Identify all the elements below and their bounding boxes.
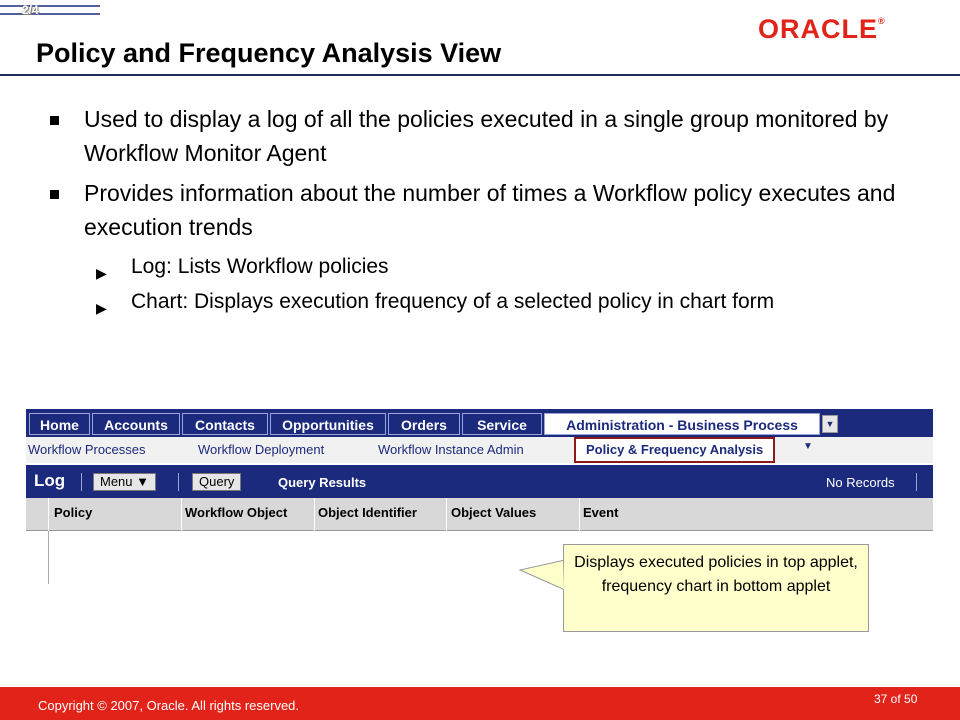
sub-bullet-text: Log: Lists Workflow policies	[131, 255, 389, 278]
sub-bullet-text: Chart: Displays execution frequency of a selected policy in chart form	[131, 290, 775, 313]
title-divider	[0, 74, 960, 76]
screen-tab-bar	[26, 409, 933, 437]
record-status: No Records	[826, 475, 895, 490]
column-divider	[446, 498, 447, 531]
tab-dropdown-icon[interactable]: ▼	[822, 415, 838, 433]
square-bullet-icon	[50, 116, 59, 125]
slide-counter: 2/4	[22, 3, 39, 17]
log-grid-header	[26, 498, 933, 531]
bullet-list	[46, 102, 926, 320]
bullet-item	[46, 176, 926, 244]
link-workflow-deployment[interactable]: Workflow Deployment	[198, 442, 325, 457]
column-header-policy[interactable]: Policy	[54, 505, 93, 520]
tab-service[interactable]: Service	[462, 413, 542, 435]
divider	[916, 473, 917, 491]
tab-home[interactable]: Home	[29, 413, 90, 435]
triangle-bullet-icon: ▶	[96, 265, 107, 281]
query-results-label: Query Results	[278, 475, 367, 490]
corner-decoration	[0, 0, 100, 22]
column-divider	[48, 498, 49, 531]
tab-accounts[interactable]: Accounts	[92, 413, 180, 435]
column-header-object-values[interactable]: Object Values	[451, 505, 537, 520]
callout-note: Displays executed policies in top applet, frequency chart in bottom applet	[563, 544, 869, 632]
views-dropdown-icon[interactable]: ▼	[803, 441, 813, 452]
menu-button[interactable]: Menu ▼	[93, 473, 156, 491]
tab-contacts[interactable]: Contacts	[182, 413, 268, 435]
page-number: 37 of 50	[874, 692, 918, 706]
bullet-text: Used to display a log of all the policies executed in a single group monitored by Workflow Monitor Agent	[84, 106, 889, 166]
applet-title: Log	[34, 471, 66, 490]
view-link-bar	[26, 437, 933, 463]
oracle-logo: ORACLE®	[758, 14, 886, 44]
sub-bullet-item	[46, 250, 926, 283]
column-divider	[579, 498, 580, 531]
divider	[178, 473, 179, 491]
bullet-text: Provides information about the number of times a Workflow policy executes and execution trends	[84, 180, 896, 240]
tab-opportunities[interactable]: Opportunities	[270, 413, 386, 435]
slide-title: Policy and Frequency Analysis View	[36, 38, 502, 68]
column-divider	[314, 498, 315, 531]
divider	[81, 473, 82, 491]
grid-row-selector-border	[48, 531, 49, 584]
tab-orders[interactable]: Orders	[388, 413, 460, 435]
query-button[interactable]: Query	[192, 473, 241, 491]
link-workflow-instance-admin[interactable]: Workflow Instance Admin	[378, 442, 524, 457]
square-bullet-icon	[50, 190, 59, 199]
footer-bar	[0, 687, 960, 720]
log-applet-header	[26, 465, 933, 498]
column-divider	[181, 498, 182, 531]
tab-administration-business-process[interactable]: Administration - Business Process	[544, 413, 820, 435]
column-header-workflow-object[interactable]: Workflow Object	[185, 505, 288, 520]
link-policy-frequency-analysis[interactable]: Policy & Frequency Analysis	[574, 437, 775, 463]
triangle-bullet-icon: ▶	[96, 300, 107, 316]
copyright-text: Copyright © 2007, Oracle. All rights reserved.	[38, 698, 300, 713]
sub-bullet-item	[46, 285, 926, 318]
column-header-event[interactable]: Event	[583, 505, 619, 520]
bullet-item	[46, 102, 926, 170]
link-workflow-processes[interactable]: Workflow Processes	[28, 442, 146, 457]
column-header-object-identifier[interactable]: Object Identifier	[318, 505, 417, 520]
